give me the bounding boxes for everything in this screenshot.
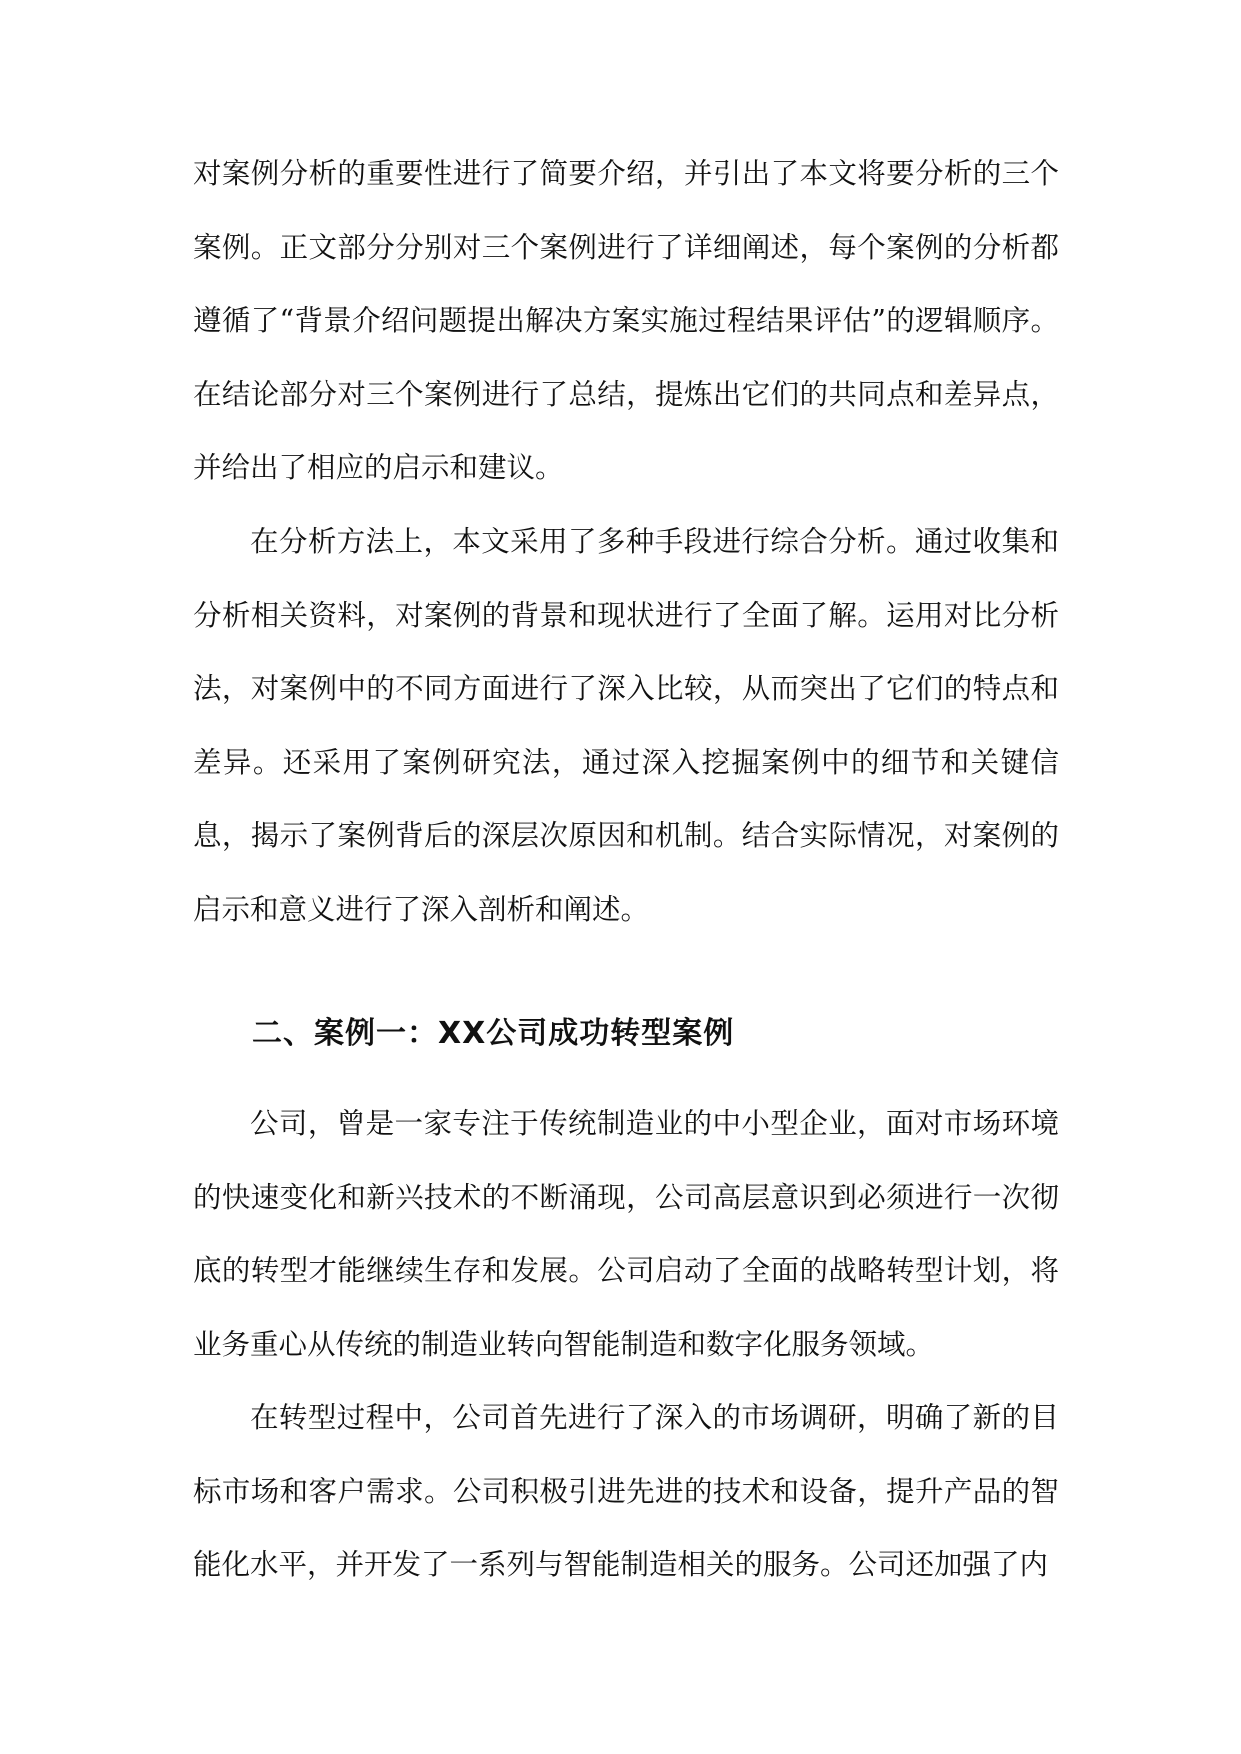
paragraph-company-background: 公司，曾是一家专注于传统制造业的中小型企业，面对市场环境的快速变化和新兴技术的不断涌现，公司高层意识到必须进行一次彻底的转型才能继续生存和发展。公司启动了全面的战略转型计划，将业务重心从传统的制造业转向智能制造和数字化服务领域。 (193, 1107, 1059, 1361)
paragraph-intro-structure: 对案例分析的重要性进行了简要介绍，并引出了本文将要分析的三个案例。正文部分分别对三个案例进行了详细阐述，每个案例的分析都遵循了“背景介绍问题提出解决方案实施过程结果评估”的逻辑顺序。在结论部分对三个案例进行了总结，提炼出它们的共同点和差异点，并给出了相应的启示和建议。 (193, 157, 1059, 484)
paragraph-analysis-methods: 在分析方法上，本文采用了多种手段进行综合分析。通过收集和分析相关资料，对案例的背景和现状进行了全面了解。运用对比分析法，对案例中的不同方面进行了深入比较，从而突出了它们的特点和差异。还采用了案例研究法，通过深入挖掘案例中的细节和关键信息，揭示了案例背后的深层次原因和机制。结合实际情况，对案例的启示和意义进行了深入剖析和阐述。 (193, 525, 1059, 926)
section-heading-case-one: 二、案例一：XX公司成功转型案例 (252, 1016, 735, 1051)
paragraph-transformation-process: 在转型过程中，公司首先进行了深入的市场调研，明确了新的目标市场和客户需求。公司积极引进先进的技术和设备，提升产品的智能化水平，并开发了一系列与智能制造相关的服务。公司还加强了内 (193, 1401, 1059, 1581)
